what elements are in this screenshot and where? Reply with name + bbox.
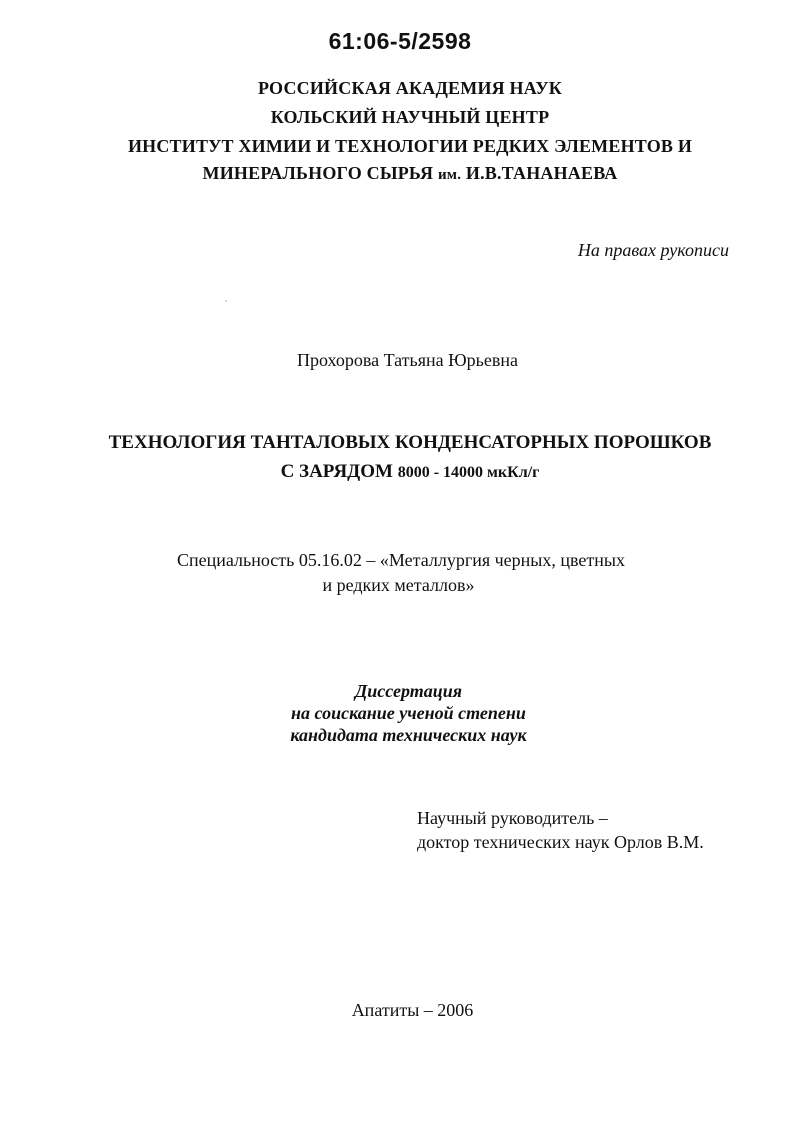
institution-line4-part3: И.В.ТАНАНАЕВА [465,163,618,183]
degree-line-3: кандидата технических наук [290,725,527,745]
thesis-title-line-2 [40,461,780,483]
thesis-title-line2-part2: 8000 - 14000 мкКл/г [397,464,540,481]
catalog-number: 61:06-5/2598 [328,28,472,54]
place-year: Апатиты – 2006 [351,1000,474,1020]
thesis-title-line-1: ТЕХНОЛОГИЯ ТАНТАЛОВЫХ КОНДЕНСАТОРНЫХ ПОРОШКОВ [108,432,712,453]
manuscript-rights-note: На правах рукописи [577,240,729,260]
specialty-line-2: и редких металлов» [322,575,475,595]
supervisor-label: Научный руководитель – [417,808,608,828]
institution-line-institute: ИНСТИТУТ ХИМИИ И ТЕХНОЛОГИИ РЕДКИХ ЭЛЕМЕНТОВ И [127,136,693,156]
author-name: Прохорова Татьяна Юрьевна [297,350,518,370]
supervisor-name: доктор технических наук Орлов В.М. [417,832,704,852]
institution-line-center: КОЛЬСКИЙ НАУЧНЫЙ ЦЕНТР [270,107,550,127]
institution-line-academy: РОССИЙСКАЯ АКАДЕМИЯ НАУК [257,78,563,98]
institution-line-institute-cont [60,163,760,184]
thesis-title-line2-part1: С ЗАРЯДОМ [280,461,393,482]
degree-line-1: Диссертация [354,681,463,701]
specialty-line-1: Специальность 05.16.02 – «Металлургия черных, цветных [176,550,625,570]
institution-line4-part2: им. [437,167,462,183]
institution-line4-part1: МИНЕРАЛЬНОГО СЫРЬЯ [202,163,434,183]
degree-line-2: на соискание ученой степени [291,703,526,723]
scan-speck [225,300,227,302]
